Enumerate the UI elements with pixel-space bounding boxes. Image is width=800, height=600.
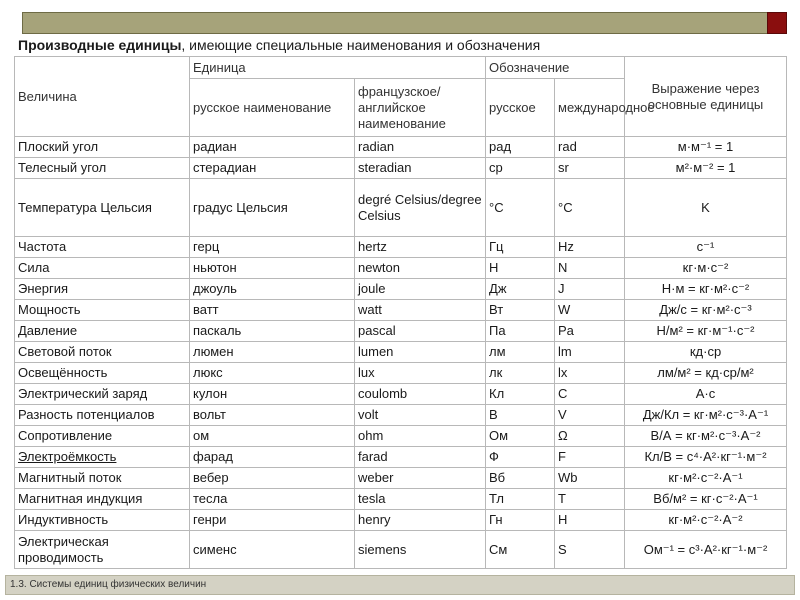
title-bar	[22, 12, 787, 34]
cell-foreign-name: degré Celsius/degree Celsius	[355, 179, 486, 237]
page-title-bold: Производные единицы	[18, 37, 182, 53]
cell-designation-int: J	[555, 279, 625, 300]
cell-quantity: Плоский угол	[15, 137, 190, 158]
cell-foreign-name: coulomb	[355, 384, 486, 405]
cell-designation-ru: Вт	[486, 300, 555, 321]
table-row	[15, 137, 787, 158]
table-row	[15, 158, 787, 179]
cell-designation-int: rad	[555, 137, 625, 158]
cell-quantity: Энергия	[15, 279, 190, 300]
cell-foreign-name: steradian	[355, 158, 486, 179]
cell-designation-int: Hz	[555, 237, 625, 258]
cell-russian-name: паскаль	[190, 321, 355, 342]
cell-designation-ru: Ф	[486, 447, 555, 468]
cell-designation-ru: Гн	[486, 510, 555, 531]
page-title	[18, 37, 540, 53]
table-row	[15, 405, 787, 426]
header-quantity: Величина	[15, 57, 190, 137]
table-row	[15, 279, 787, 300]
cell-quantity: Телесный угол	[15, 158, 190, 179]
table-row	[15, 510, 787, 531]
cell-designation-ru: °C	[486, 179, 555, 237]
cell-designation-int: °C	[555, 179, 625, 237]
cell-quantity: Освещённость	[15, 363, 190, 384]
cell-foreign-name: radian	[355, 137, 486, 158]
cell-russian-name: вольт	[190, 405, 355, 426]
cell-russian-name: люмен	[190, 342, 355, 363]
cell-foreign-name: henry	[355, 510, 486, 531]
cell-designation-ru: Вб	[486, 468, 555, 489]
cell-designation-ru: рад	[486, 137, 555, 158]
cell-foreign-name: hertz	[355, 237, 486, 258]
cell-designation-ru: Па	[486, 321, 555, 342]
table-row	[15, 321, 787, 342]
cell-designation-int: W	[555, 300, 625, 321]
cell-expression: Ом⁻¹ = с³·А²·кг⁻¹·м⁻²	[625, 531, 787, 569]
cell-foreign-name: newton	[355, 258, 486, 279]
cell-russian-name: сименс	[190, 531, 355, 569]
cell-quantity: Давление	[15, 321, 190, 342]
cell-designation-ru: В	[486, 405, 555, 426]
cell-expression: Дж/с = кг·м²·с⁻³	[625, 300, 787, 321]
cell-foreign-name: pascal	[355, 321, 486, 342]
corner-tab	[767, 12, 787, 34]
cell-quantity: Мощность	[15, 300, 190, 321]
cell-designation-ru: Гц	[486, 237, 555, 258]
header-international: международное	[555, 79, 625, 137]
header-designation: Обозначение	[486, 57, 625, 79]
cell-russian-name: ватт	[190, 300, 355, 321]
cell-designation-int: V	[555, 405, 625, 426]
cell-russian-name: градус Цельсия	[190, 179, 355, 237]
cell-quantity: Температура Цельсия	[15, 179, 190, 237]
cell-designation-int: Ω	[555, 426, 625, 447]
header-russian: русское	[486, 79, 555, 137]
cell-quantity: Магнитная индукция	[15, 489, 190, 510]
cell-designation-ru: лк	[486, 363, 555, 384]
cell-expression: м²·м⁻² = 1	[625, 158, 787, 179]
cell-foreign-name: ohm	[355, 426, 486, 447]
cell-designation-int: S	[555, 531, 625, 569]
cell-expression: K	[625, 179, 787, 237]
cell-expression: лм/м² = кд·ср/м²	[625, 363, 787, 384]
cell-expression: кг·м²·с⁻²·А⁻²	[625, 510, 787, 531]
cell-foreign-name: volt	[355, 405, 486, 426]
table-row	[15, 342, 787, 363]
cell-foreign-name: farad	[355, 447, 486, 468]
cell-designation-int: C	[555, 384, 625, 405]
cell-designation-int: sr	[555, 158, 625, 179]
cell-russian-name: люкс	[190, 363, 355, 384]
table-row	[15, 447, 787, 468]
cell-expression: Дж/Кл = кг·м²·с⁻³·А⁻¹	[625, 405, 787, 426]
cell-expression: Кл/В = с⁴·А²·кг⁻¹·м⁻²	[625, 447, 787, 468]
cell-quantity: Магнитный поток	[15, 468, 190, 489]
cell-designation-int: H	[555, 510, 625, 531]
cell-russian-name: ом	[190, 426, 355, 447]
cell-expression: Вб/м² = кг·с⁻²·А⁻¹	[625, 489, 787, 510]
cell-quantity: Электроёмкость	[15, 447, 190, 468]
footer-caption: 1.3. Системы единиц физических величин	[10, 579, 207, 590]
cell-russian-name: тесла	[190, 489, 355, 510]
cell-russian-name: фарад	[190, 447, 355, 468]
cell-designation-int: lm	[555, 342, 625, 363]
cell-designation-ru: Кл	[486, 384, 555, 405]
table-row	[15, 258, 787, 279]
cell-designation-int: Pa	[555, 321, 625, 342]
cell-expression: В/А = кг·м²·с⁻³·А⁻²	[625, 426, 787, 447]
cell-quantity: Электрический заряд	[15, 384, 190, 405]
cell-russian-name: генри	[190, 510, 355, 531]
cell-designation-int: N	[555, 258, 625, 279]
cell-quantity: Разность потенциалов	[15, 405, 190, 426]
cell-foreign-name: siemens	[355, 531, 486, 569]
header-expression: Выражение через основные единицы	[625, 57, 787, 137]
cell-foreign-name: lumen	[355, 342, 486, 363]
cell-designation-ru: См	[486, 531, 555, 569]
cell-designation-ru: Ом	[486, 426, 555, 447]
table-row	[15, 531, 787, 569]
cell-quantity: Частота	[15, 237, 190, 258]
cell-designation-int: Wb	[555, 468, 625, 489]
cell-foreign-name: lux	[355, 363, 486, 384]
table-row	[15, 179, 787, 237]
cell-designation-ru: Тл	[486, 489, 555, 510]
cell-designation-int: F	[555, 447, 625, 468]
cell-russian-name: вебер	[190, 468, 355, 489]
table-row	[15, 300, 787, 321]
table-row	[15, 237, 787, 258]
cell-foreign-name: weber	[355, 468, 486, 489]
table-row	[15, 489, 787, 510]
cell-foreign-name: watt	[355, 300, 486, 321]
cell-expression: кд·ср	[625, 342, 787, 363]
cell-expression: А·с	[625, 384, 787, 405]
cell-russian-name: стерадиан	[190, 158, 355, 179]
table-row	[15, 468, 787, 489]
table-row	[15, 363, 787, 384]
header-russian-name: русское наименование	[190, 79, 355, 137]
cell-russian-name: радиан	[190, 137, 355, 158]
page-title-rest: , имеющие специальные наименования и обозначения	[181, 37, 541, 53]
cell-expression: Н·м = кг·м²·с⁻²	[625, 279, 787, 300]
cell-expression: м·м⁻¹ = 1	[625, 137, 787, 158]
cell-designation-int: lx	[555, 363, 625, 384]
cell-foreign-name: joule	[355, 279, 486, 300]
cell-designation-ru: Дж	[486, 279, 555, 300]
header-unit: Единица	[190, 57, 486, 79]
cell-quantity: Индуктивность	[15, 510, 190, 531]
cell-quantity: Световой поток	[15, 342, 190, 363]
cell-designation-ru: лм	[486, 342, 555, 363]
cell-designation-ru: ср	[486, 158, 555, 179]
cell-expression: кг·м²·с⁻²·А⁻¹	[625, 468, 787, 489]
cell-expression: кг·м·с⁻²	[625, 258, 787, 279]
cell-russian-name: ньютон	[190, 258, 355, 279]
header-french-name: французское/английское наименование	[355, 79, 486, 137]
cell-designation-int: T	[555, 489, 625, 510]
cell-foreign-name: tesla	[355, 489, 486, 510]
cell-expression: Н/м² = кг·м⁻¹·с⁻²	[625, 321, 787, 342]
cell-russian-name: герц	[190, 237, 355, 258]
cell-quantity: Сила	[15, 258, 190, 279]
cell-expression: с⁻¹	[625, 237, 787, 258]
cell-russian-name: джоуль	[190, 279, 355, 300]
cell-quantity: Сопротивление	[15, 426, 190, 447]
table-row	[15, 384, 787, 405]
cell-designation-ru: Н	[486, 258, 555, 279]
cell-quantity: Электрическая проводимость	[15, 531, 190, 569]
units-table	[14, 56, 787, 569]
cell-russian-name: кулон	[190, 384, 355, 405]
table-row	[15, 426, 787, 447]
